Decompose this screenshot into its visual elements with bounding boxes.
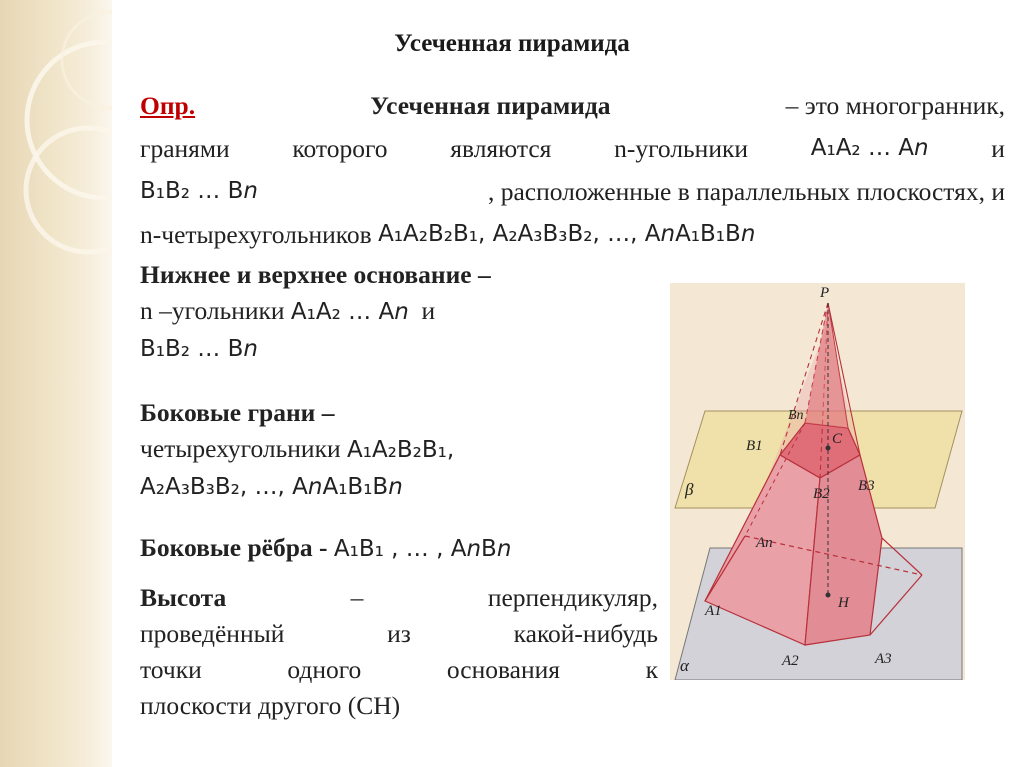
height-heading: Высота [140,583,227,612]
definition-line3-rest: , расположенные в параллельных плоскостях, и [487,177,1005,206]
faces-math: A₁A₂B₂B₁, [346,437,455,463]
definition-math: A₁A₂B₂B₁, A₂A₃B₃B₂, …, AnA₁B₁Bn [378,221,756,247]
label-a2: A2 [782,653,799,669]
label-alpha: α [680,656,689,675]
faces-text: четырехугольники [140,434,341,463]
definition-word: и [991,134,1005,163]
definition-word: n-четырехугольников [140,220,372,249]
faces-block: Боковые грани – четырехугольники A₁A₂B₂B₁, A₂A₃B₃B₂, …, AnA₁B₁Bn [140,398,455,500]
height-line-2: проведённый из какой-нибудь [140,619,658,648]
label-b1: B1 [746,438,763,454]
bases-block: Нижнее и верхнее основание – n –угольники A₁A₂ … An и B₁B₂ … Bn [140,260,491,362]
label-b3: B3 [858,478,875,494]
definition-line-2 [140,127,1005,170]
definition-line1-rest: – это многогранник, [785,91,1005,120]
definition-label: Опр. [140,91,196,120]
bases-math: B₁B₂ … Bn [140,336,258,362]
height-line-1: Высота – перпендикуляр, [140,580,658,616]
definition-term: Усеченная пирамида [370,91,611,120]
truncated-pyramid-figure [670,283,965,680]
faces-math: A₂A₃B₃B₂, …, AnA₁B₁Bn [140,474,403,500]
height-line-3: точки одного основания к [140,655,658,684]
label-an: An [756,535,773,551]
label-bn: Bn [788,408,804,423]
faces-heading: Боковые грани [140,398,316,427]
definition-paragraph [140,84,1005,256]
definition-word: n-угольники [614,134,749,163]
label-p: P [820,285,830,301]
slide-title: Усеченная пирамида [394,30,630,57]
definition-line-4 [140,213,1005,256]
decorative-circles [0,0,112,767]
definition-word: являются [450,134,552,163]
bases-heading: Нижнее и верхнее основание [140,260,472,289]
label-h: H [838,595,849,611]
edges-math: A₁B₁ , … , AnBn [333,536,512,562]
definition-line-1 [140,84,1005,127]
definition-math: A₁A₂ … An [810,135,929,161]
label-a3: A3 [875,651,892,667]
definition-line-3 [140,170,1005,213]
height-block [140,580,658,724]
definition-word: которого [292,134,388,163]
label-c: C [832,431,843,447]
edges-block [140,530,511,567]
definition-math: B₁B₂ … Bn [140,178,258,204]
bases-math: A₁A₂ … An [290,299,409,325]
edges-heading: Боковые рёбра - [140,533,328,562]
definition-word: гранями [140,134,230,163]
label-a1: A1 [705,603,722,619]
label-beta: β [685,480,694,499]
bases-text: n –угольники [140,296,285,325]
label-b2: B2 [813,486,830,502]
height-line-4: плоскости другого (CH) [140,691,401,720]
decorative-left-band [0,0,112,767]
